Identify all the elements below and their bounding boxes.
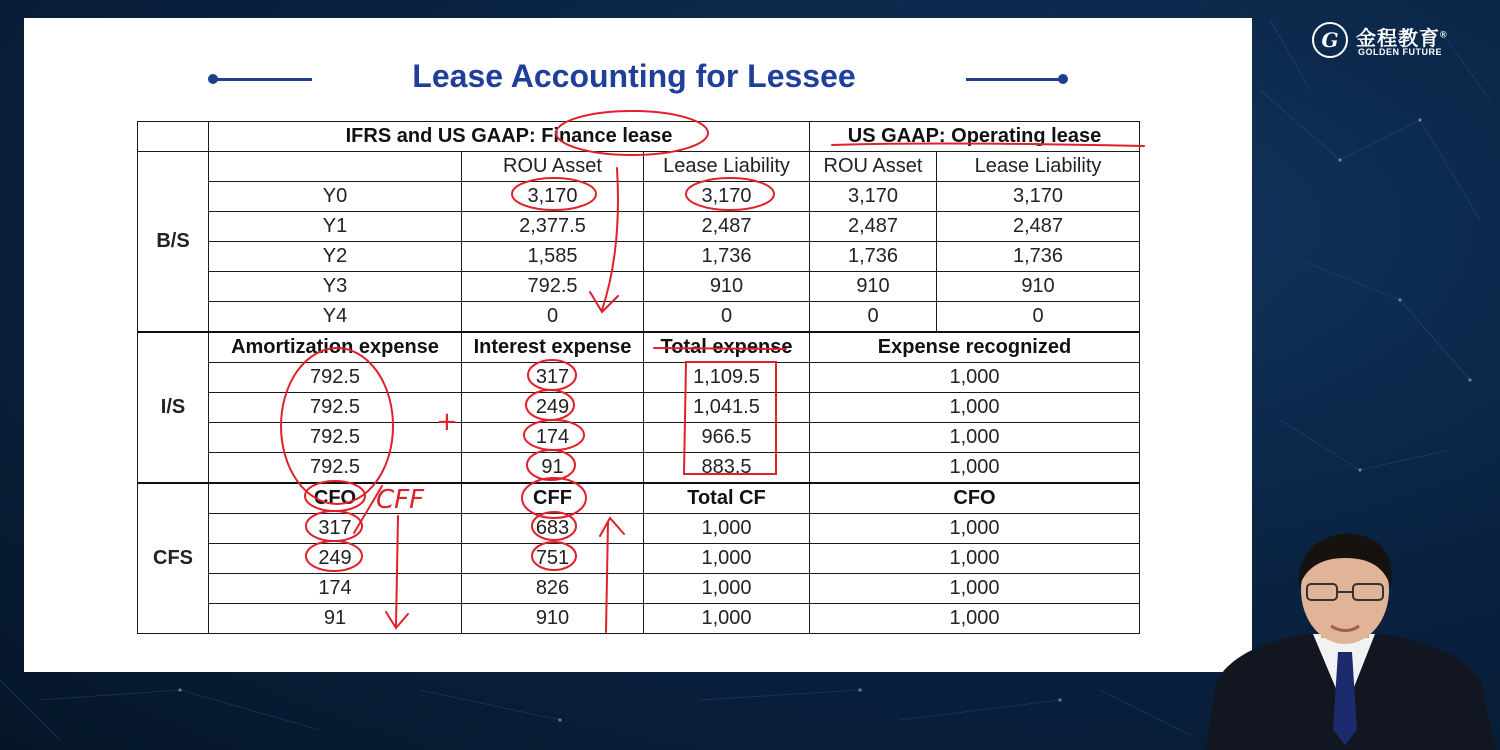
bs-year: Y4	[209, 302, 462, 333]
is-amort: 792.5	[209, 453, 462, 484]
bs-column-header-row	[138, 152, 1140, 182]
bs-col-op-liab: Lease Liability	[937, 152, 1140, 182]
bs-op-liab: 3,170	[937, 182, 1140, 212]
is-interest: 249	[462, 393, 644, 423]
table-row	[138, 182, 1140, 212]
is-total: 1,109.5	[644, 363, 810, 393]
bs-op-liab: 1,736	[937, 242, 1140, 272]
logo-chinese-name: 金程教育®	[1356, 28, 1448, 50]
is-amort: 792.5	[209, 363, 462, 393]
bs-year: Y3	[209, 272, 462, 302]
table-header-row	[138, 122, 1140, 152]
cfs-col-total: Total CF	[644, 483, 810, 514]
logo-english-name: GOLDEN FUTURE	[1358, 47, 1442, 57]
bs-fin-liab: 3,170	[644, 182, 810, 212]
is-recognized: 1,000	[810, 393, 1140, 423]
is-recognized: 1,000	[810, 453, 1140, 484]
corner-cell	[138, 122, 209, 152]
bs-year: Y2	[209, 242, 462, 272]
bs-year: Y0	[209, 182, 462, 212]
cfs-cff: 683	[462, 514, 644, 544]
presenter-video	[1195, 530, 1500, 750]
is-interest: 174	[462, 423, 644, 453]
cfs-total: 1,000	[644, 514, 810, 544]
table-row	[138, 363, 1140, 393]
table-row	[138, 453, 1140, 484]
bs-fin-rou: 792.5	[462, 272, 644, 302]
bs-fin-rou: 0	[462, 302, 644, 333]
is-col-recognized: Expense recognized	[810, 332, 1140, 363]
bs-section-label: B/S	[138, 152, 209, 333]
is-interest: 91	[462, 453, 644, 484]
bs-year: Y1	[209, 212, 462, 242]
bs-op-liab: 2,487	[937, 212, 1140, 242]
cfs-cff: 826	[462, 574, 644, 604]
cfs-cff: 751	[462, 544, 644, 574]
table-row	[138, 514, 1140, 544]
table-row	[138, 544, 1140, 574]
finance-lease-header: IFRS and US GAAP: Finance lease	[209, 122, 810, 152]
cfs-op-cfo: 1,000	[810, 514, 1140, 544]
title-decoration-dot-right	[1058, 74, 1068, 84]
lease-accounting-table	[137, 121, 1140, 634]
table-row	[138, 574, 1140, 604]
bs-col-fin-liab: Lease Liability	[644, 152, 810, 182]
cfs-column-header-row	[138, 483, 1140, 514]
bs-op-rou: 2,487	[810, 212, 937, 242]
cfs-total: 1,000	[644, 544, 810, 574]
cfs-cff: 910	[462, 604, 644, 634]
bs-op-rou: 3,170	[810, 182, 937, 212]
cfs-total: 1,000	[644, 574, 810, 604]
operating-lease-header: US GAAP: Operating lease	[810, 122, 1140, 152]
is-col-total: Total expense	[644, 332, 810, 363]
bs-fin-rou: 1,585	[462, 242, 644, 272]
bs-fin-liab: 2,487	[644, 212, 810, 242]
cfs-cfo: 249	[209, 544, 462, 574]
golden-future-logo	[1312, 22, 1462, 60]
bs-op-rou: 1,736	[810, 242, 937, 272]
is-amort: 792.5	[209, 393, 462, 423]
bs-fin-liab: 1,736	[644, 242, 810, 272]
is-interest: 317	[462, 363, 644, 393]
bs-fin-rou: 2,377.5	[462, 212, 644, 242]
slide-panel	[24, 18, 1252, 672]
table-row	[138, 272, 1140, 302]
is-col-amortization: Amortization expense	[209, 332, 462, 363]
cfs-cfo: 174	[209, 574, 462, 604]
cfs-col-op-cfo: CFO	[810, 483, 1140, 514]
is-total: 966.5	[644, 423, 810, 453]
title-decoration-left	[212, 78, 312, 81]
is-total: 1,041.5	[644, 393, 810, 423]
title-decoration-right	[966, 78, 1064, 81]
handwritten-cff-label: CFF	[376, 485, 425, 515]
table-row	[138, 604, 1140, 634]
bs-fin-liab: 0	[644, 302, 810, 333]
table-row	[138, 242, 1140, 272]
table-row	[138, 423, 1140, 453]
logo-mark-icon: G	[1312, 22, 1348, 58]
cfs-total: 1,000	[644, 604, 810, 634]
cfs-op-cfo: 1,000	[810, 574, 1140, 604]
slide-title: Lease Accounting for Lessee	[412, 58, 856, 94]
is-recognized: 1,000	[810, 423, 1140, 453]
is-section-label: I/S	[138, 332, 209, 483]
is-col-interest: Interest expense	[462, 332, 644, 363]
cfs-section-label: CFS	[138, 483, 209, 634]
bs-op-rou: 0	[810, 302, 937, 333]
title-decoration-dot-left	[208, 74, 218, 84]
bs-op-rou: 910	[810, 272, 937, 302]
is-amort: 792.5	[209, 423, 462, 453]
table-row	[138, 212, 1140, 242]
cfs-cfo: 91	[209, 604, 462, 634]
bs-blank-header	[209, 152, 462, 182]
bs-op-liab: 910	[937, 272, 1140, 302]
bs-op-liab: 0	[937, 302, 1140, 333]
is-column-header-row	[138, 332, 1140, 363]
cfs-op-cfo: 1,000	[810, 604, 1140, 634]
is-recognized: 1,000	[810, 363, 1140, 393]
cfs-col-cfo: CFO	[209, 483, 462, 514]
bs-col-op-rou: ROU Asset	[810, 152, 937, 182]
handwritten-plus: +	[436, 407, 458, 437]
is-total: 883.5	[644, 453, 810, 484]
table-row	[138, 393, 1140, 423]
cfs-cfo: 317	[209, 514, 462, 544]
bs-col-fin-rou: ROU Asset	[462, 152, 644, 182]
table-row	[138, 302, 1140, 333]
bs-fin-rou: 3,170	[462, 182, 644, 212]
bs-fin-liab: 910	[644, 272, 810, 302]
cfs-col-cff: CFF	[462, 483, 644, 514]
cfs-op-cfo: 1,000	[810, 544, 1140, 574]
